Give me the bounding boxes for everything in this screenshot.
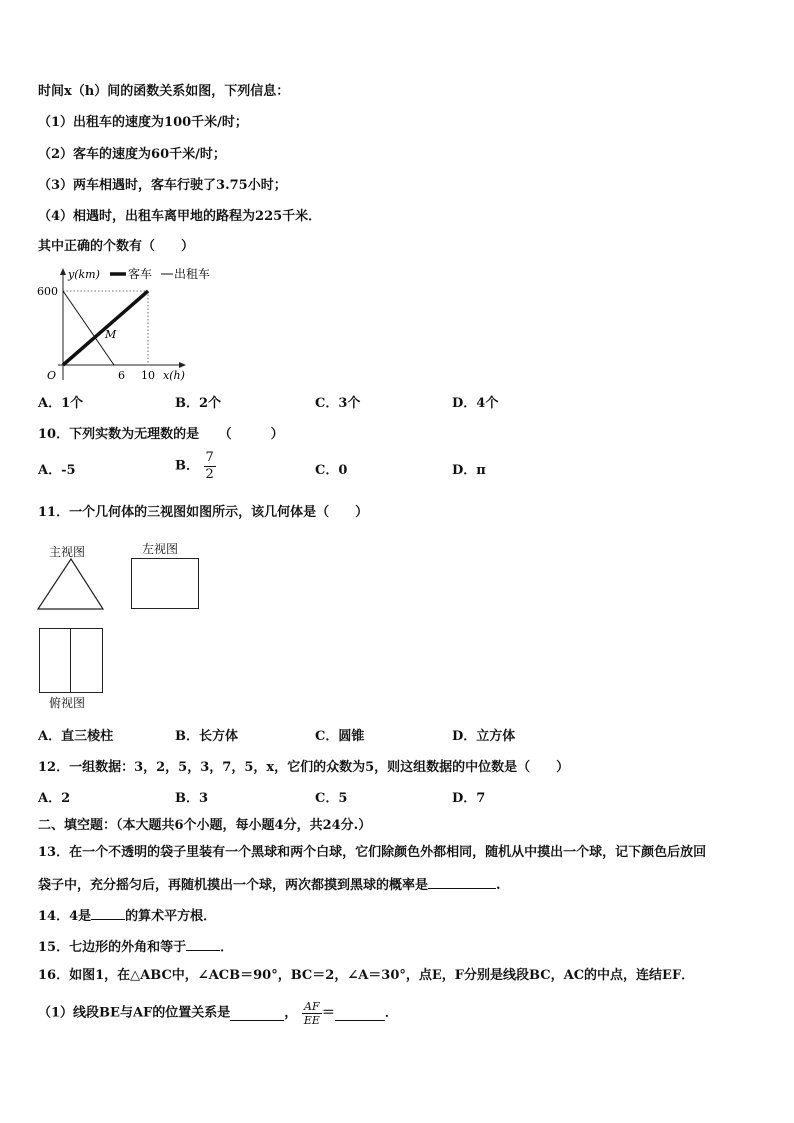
q10-option-b[interactable]: [175, 450, 216, 483]
q11-option-a[interactable]: A．直三棱柱: [38, 729, 114, 744]
legend-label-bus: 客车: [128, 267, 153, 281]
q9-option-a[interactable]: A．1个: [38, 396, 84, 411]
fraction-numerator: 7: [205, 450, 214, 465]
q15-line: [38, 936, 233, 957]
y-tick-label: 600: [37, 285, 58, 298]
q16-answer-blank-2[interactable]: [335, 1006, 385, 1021]
q12-option-a[interactable]: A．2: [38, 791, 71, 806]
q13-answer-blank[interactable]: [428, 874, 496, 889]
intro-item-4: （4）相遇时，出租车离甲地的路程为225千米．: [38, 209, 322, 224]
q9-question: 其中正确的个数有（ ）: [38, 239, 195, 254]
q15-text-start: 15．七边形的外角和等于: [38, 940, 187, 955]
q16-answer-blank-1[interactable]: [230, 1006, 284, 1021]
left-view-label: 左视图: [142, 542, 179, 556]
x-tick-label-6: 6: [118, 369, 125, 382]
intro-item-1: （1）出租车的速度为100千米/时；: [38, 115, 248, 130]
q11-option-c[interactable]: C．圆锥: [315, 729, 365, 744]
q10-stem: 10．下列实数为无理数的是 （ ）: [38, 427, 284, 442]
q13-line-1: 13．在一个不透明的袋子里装有一个黑球和两个白球，它们除颜色外都相同，随机从中摸出一个球，记下颜色后放回: [38, 845, 707, 860]
q15-answer-blank[interactable]: [186, 936, 220, 951]
fraction-denominator: EE: [303, 1014, 320, 1027]
top-view-rectangle: [39, 628, 103, 693]
q10-option-d[interactable]: D．π: [452, 463, 486, 478]
x-axis-label: x(h): [163, 369, 185, 382]
q14-answer-blank[interactable]: [91, 905, 125, 920]
q16-sub1-equals: ＝: [321, 1005, 335, 1021]
q14-text-end: 的算术平方根．: [125, 909, 217, 924]
q11-option-b[interactable]: B．长方体: [175, 729, 238, 744]
q11-option-d[interactable]: D．立方体: [452, 729, 516, 744]
q10-option-a[interactable]: A．-5: [38, 463, 76, 478]
x-axis-arrow: [179, 362, 186, 368]
front-view-label: 主视图: [49, 545, 86, 559]
intro-item-2: （2）客车的速度为60千米/时；: [38, 147, 226, 162]
y-axis-arrow: [60, 268, 66, 275]
q9-option-d[interactable]: D．4个: [452, 396, 499, 411]
top-view-divider: [70, 629, 71, 692]
q13-line-2-end: .: [496, 878, 501, 893]
x-tick-label-10: 10: [141, 369, 155, 382]
q11-stem: 11．一个几何体的三视图如图所示，该几何体是（ ）: [38, 505, 369, 520]
q12-option-b[interactable]: B．3: [175, 791, 209, 806]
q13-line-2: [38, 874, 501, 895]
left-view-rectangle: [131, 558, 199, 609]
front-view-triangle: [36, 557, 106, 611]
q10-option-c[interactable]: C．0: [315, 463, 348, 478]
distance-time-chart: [30, 262, 230, 387]
intro-item-3: （3）两车相遇时，客车行驶了3.75小时；: [38, 178, 287, 193]
q10-option-b-prefix: B．: [175, 458, 199, 474]
fraction-denominator: 2: [205, 467, 214, 482]
intro-line: 时间x（h）间的函数关系如图，下列信息：: [38, 84, 290, 99]
q12-option-d[interactable]: D．7: [452, 791, 486, 806]
y-axis-label: y(km): [68, 268, 100, 281]
legend-label-taxi: 出租车: [174, 267, 211, 281]
q16-sub1-text: （1）线段BE与AF的位置关系是: [38, 1005, 231, 1021]
section-title: 二、填空题：（本大题共6个小题，每小题4分，共24分.）: [38, 818, 372, 833]
q14-text-start: 14．4是: [38, 909, 92, 924]
q14-line: [38, 905, 216, 926]
q9-option-c[interactable]: C．3个: [315, 396, 361, 411]
q16-fraction: [302, 1000, 322, 1027]
q12-option-c[interactable]: C．5: [315, 791, 348, 806]
intersection-label: M: [105, 328, 117, 341]
q16-sub1-comma: ，: [284, 1005, 298, 1021]
q13-line-2-text: 袋子中，充分摇匀后，再随机摸出一个球，两次都摸到黑球的概率是: [38, 878, 429, 893]
q15-text-end: ．: [220, 940, 234, 955]
q16-stem: 16．如图1，在△ABC中，∠ACB＝90°，BC＝2，∠A＝30°，点E，F分别是线段BC，AC的中点，连结EF．: [38, 968, 695, 983]
q16-sub1-end: ．: [384, 1005, 398, 1021]
q10-option-b-fraction: [204, 450, 216, 483]
origin-label: O: [47, 369, 57, 382]
q12-stem: 12．一组数据：3，2，5，3，7，5，x，它们的众数为5，则这组数据的中位数是（ ）: [38, 760, 570, 775]
q16-sub1: [38, 1000, 398, 1027]
q9-option-b[interactable]: B．2个: [175, 396, 222, 411]
top-view-label: 俯视图: [49, 696, 86, 710]
fraction-numerator: AF: [302, 1000, 322, 1014]
